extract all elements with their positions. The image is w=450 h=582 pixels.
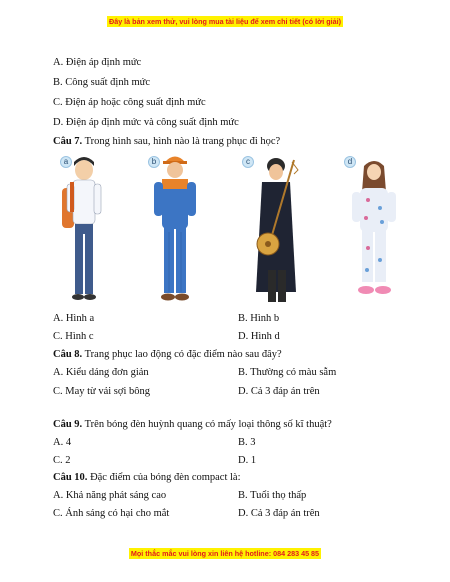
q8-question bbox=[53, 349, 282, 360]
figure-c-badge: c bbox=[242, 156, 254, 168]
q8-text: Trang phục lao động có đặc điểm nào sau đây? bbox=[82, 349, 282, 360]
hotline-notice-text: Mọi thắc mắc vui lòng xin liên hệ hotline: 084 283 45 85 bbox=[130, 549, 320, 558]
figure-b-worker bbox=[138, 152, 208, 310]
figure-c-traditional bbox=[232, 152, 312, 310]
q10-text: Đặc điểm của bóng đèn compact là: bbox=[87, 472, 241, 483]
q7-option-c: C. Hình c bbox=[53, 331, 94, 342]
traditional-dress-illustration bbox=[232, 152, 312, 310]
q8-label: Câu 8. bbox=[53, 349, 83, 360]
figure-d-pajamas bbox=[338, 152, 413, 310]
q8-option-b: B. Thường có màu sẫm bbox=[238, 367, 337, 378]
q6-option-b: B. Công suất định mức bbox=[53, 77, 150, 88]
q9-question bbox=[53, 419, 332, 430]
q7-figures bbox=[40, 152, 420, 312]
q9-label: Câu 9. bbox=[53, 419, 83, 430]
q7-option-a: A. Hình a bbox=[53, 313, 95, 324]
q7-option-d: D. Hình d bbox=[238, 331, 280, 342]
q10-option-b: B. Tuổi thọ thấp bbox=[238, 490, 307, 501]
q6-option-a: A. Điện áp định mức bbox=[53, 57, 142, 68]
figure-a-badge: a bbox=[60, 156, 72, 168]
q7-question bbox=[53, 136, 280, 147]
q10-label: Câu 10. bbox=[53, 472, 88, 483]
pajamas-illustration bbox=[338, 152, 413, 310]
q8-option-c: C. May từ vải sợi bông bbox=[53, 386, 150, 397]
q6-option-c: C. Điện áp hoặc công suất định mức bbox=[53, 97, 206, 108]
q8-option-d: D. Cả 3 đáp án trên bbox=[238, 386, 320, 397]
q9-option-a: A. 4 bbox=[53, 437, 72, 448]
preview-notice-banner bbox=[0, 17, 450, 26]
q10-question bbox=[53, 472, 241, 483]
q10-option-c: C. Ánh sáng có hại cho mắt bbox=[53, 508, 170, 519]
student-illustration bbox=[48, 152, 118, 310]
q9-option-b: B. 3 bbox=[238, 437, 256, 448]
q10-option-a: A. Khả năng phát sáng cao bbox=[53, 490, 167, 501]
figure-d-badge: d bbox=[344, 156, 356, 168]
q7-option-b: B. Hình b bbox=[238, 313, 280, 324]
q7-text: Trong hình sau, hình nào là trang phục đi học? bbox=[82, 136, 281, 147]
figure-b-badge: b bbox=[148, 156, 160, 168]
hotline-notice-banner bbox=[0, 549, 450, 558]
q9-text: Trên bóng đèn huỳnh quang có mấy loại thông số kĩ thuật? bbox=[82, 419, 332, 430]
preview-notice-text: Đây là bản xem thử, vui lòng mua tài liệu để xem chi tiết (có lời giải) bbox=[109, 17, 341, 26]
q8-option-a: A. Kiểu dáng đơn giản bbox=[53, 367, 149, 378]
q9-option-c: C. 2 bbox=[53, 455, 71, 466]
q7-label: Câu 7. bbox=[53, 136, 83, 147]
figure-a-student bbox=[48, 152, 118, 310]
q6-option-d: D. Điện áp định mức và công suất định mức bbox=[53, 117, 239, 128]
q10-option-d: D. Cả 3 đáp án trên bbox=[238, 508, 320, 519]
q9-option-d: D. 1 bbox=[238, 455, 257, 466]
worker-illustration bbox=[138, 152, 208, 310]
